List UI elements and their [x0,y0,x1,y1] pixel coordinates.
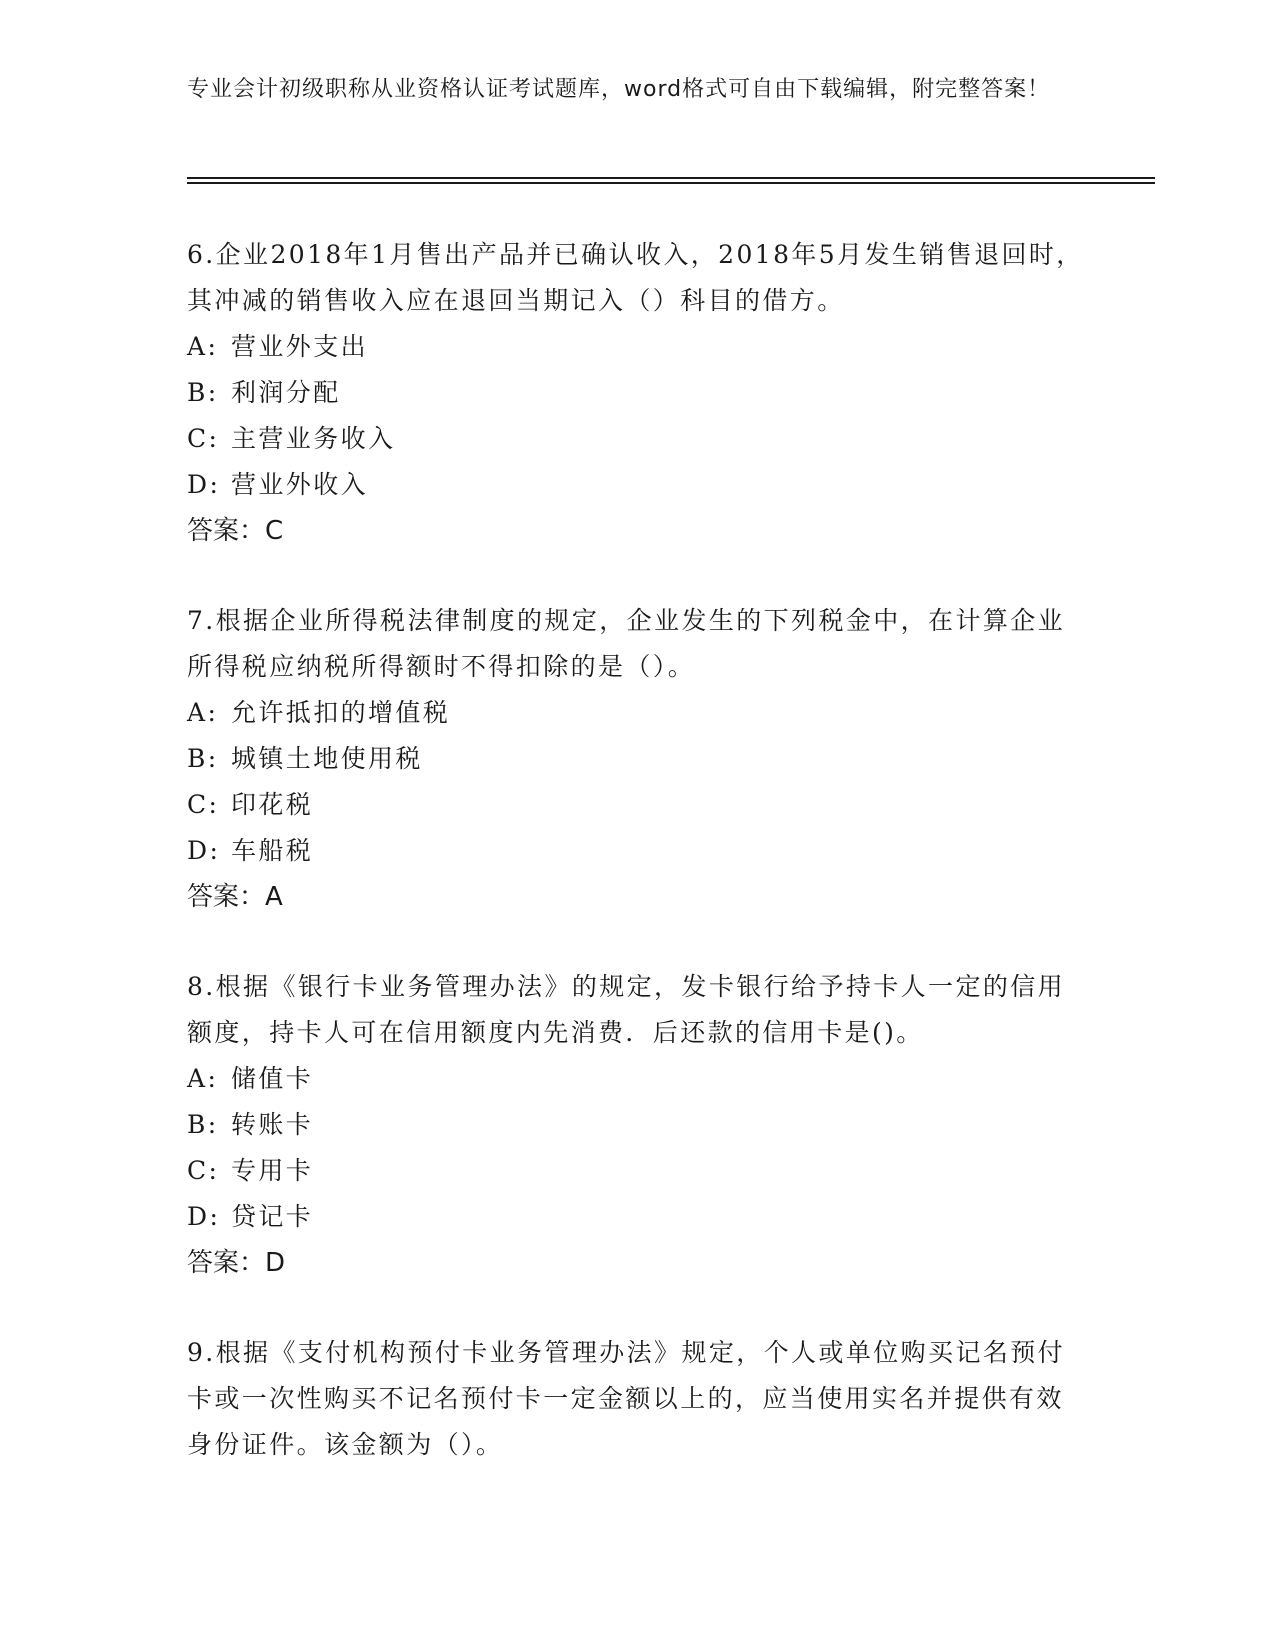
option-text: 允许抵扣的增值税 [231,698,451,727]
option-c [187,416,1087,462]
option-key: C: [187,424,220,453]
option-text: 储值卡 [231,1064,314,1093]
option-text: 专用卡 [231,1156,314,1185]
answer-line [187,874,1087,920]
option-c [187,1148,1087,1194]
question-6 [187,232,1087,554]
option-b [187,736,1087,782]
answer-label: 答案： [187,882,266,912]
answer-label: 答案： [187,516,266,546]
question-list [187,232,1087,1512]
option-a [187,1056,1087,1102]
header-divider-top [187,177,1155,179]
option-a [187,690,1087,736]
option-text: 主营业务收入 [231,424,396,453]
option-text: 营业外收入 [231,470,369,499]
option-text: 转账卡 [231,1110,314,1139]
option-d [187,828,1087,874]
option-key: C: [187,1156,220,1185]
option-c [187,782,1087,828]
option-b [187,370,1087,416]
option-text: 印花税 [231,790,314,819]
question-8 [187,964,1087,1286]
header-divider-bottom [187,182,1155,184]
option-text: 营业外支出 [231,332,369,361]
question-stem: 6.企业2018年1月售出产品并已确认收入，2018年5月发生销售退回时，其冲减的销售收入应在退回当期记入（）科目的借方。 [187,240,1084,315]
option-key: B: [187,744,219,773]
option-d [187,1194,1087,1240]
option-text: 贷记卡 [231,1202,314,1231]
question-stem: 8.根据《银行卡业务管理办法》的规定，发卡银行给予持卡人一定的信用额度，持卡人可在信用额度内先消费．后还款的信用卡是()。 [187,972,1066,1047]
option-key: C: [187,790,220,819]
option-text: 利润分配 [231,378,341,407]
page-header: 专业会计初级职称从业资格认证考试题库，word格式可自由下载编辑，附完整答案！ [187,77,1051,102]
option-text: 车船税 [231,836,314,865]
option-d [187,462,1087,508]
answer-value: C [265,516,284,546]
answer-line [187,508,1087,554]
option-key: A: [187,332,219,361]
option-text: 城镇土地使用税 [231,744,423,773]
question-9 [187,1330,1087,1468]
option-key: D: [187,836,221,865]
option-key: D: [187,470,221,499]
question-stem: 7.根据企业所得税法律制度的规定，企业发生的下列税金中，在计算企业所得税应纳税所得额时不得扣除的是（）。 [187,606,1066,681]
option-b [187,1102,1087,1148]
answer-value: D [265,1248,286,1278]
option-key: B: [187,378,219,407]
question-stem: 9.根据《支付机构预付卡业务管理办法》规定，个人或单位购买记名预付卡或一次性购买不记名预付卡一定金额以上的，应当使用实名并提供有效身份证件。该金额为（）。 [187,1338,1066,1459]
question-7 [187,598,1087,920]
option-key: A: [187,1064,219,1093]
answer-line [187,1240,1087,1286]
option-key: A: [187,698,219,727]
option-key: B: [187,1110,219,1139]
option-a [187,324,1087,370]
answer-value: A [265,882,283,912]
answer-label: 答案： [187,1248,266,1278]
option-key: D: [187,1202,221,1231]
